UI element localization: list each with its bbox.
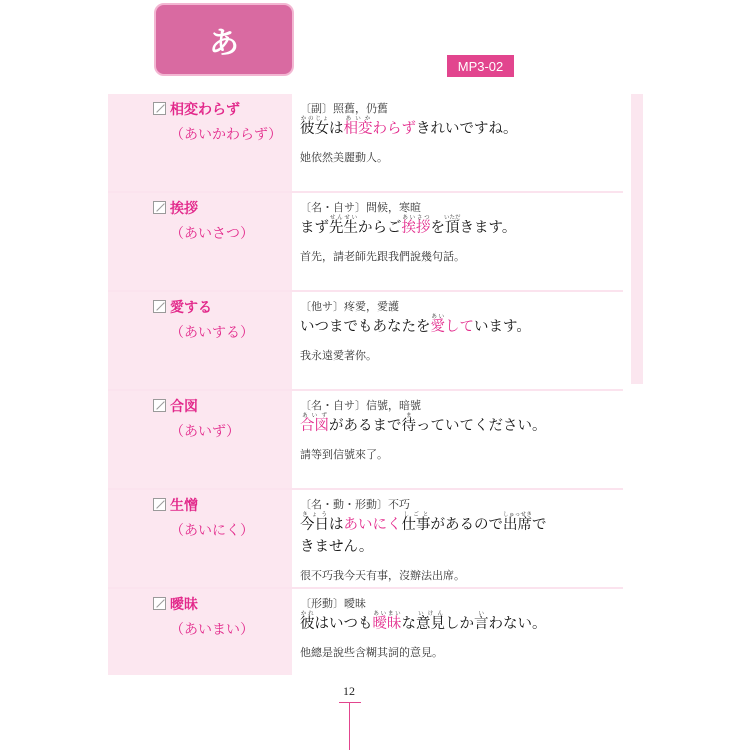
furigana: しゅっせき [503,512,532,518]
vocab-headword-panel [108,292,292,389]
translation: 首先，請老師先跟我們說幾句話。 [300,250,465,263]
sentence-segment: 先生 [329,220,358,236]
study-checkbox[interactable] [153,201,166,214]
furigana: い [474,611,489,617]
furigana: きょう [300,512,329,518]
furigana: しごと [401,512,431,518]
vocab-entry [108,292,623,391]
vocab-reading: （あいにく） [170,523,254,539]
sentence-segment: 意見 [416,616,445,632]
sentence-segment: は [329,121,344,137]
vocab-entry [108,490,623,589]
vocab-reading: （あいする） [170,325,254,341]
side-decoration-strip [631,94,643,384]
audio-track-badge[interactable]: MP3-02 [447,55,514,77]
sentence-segment: 出席 [503,517,532,533]
vocab-word: 相変わらず [170,102,240,118]
example-sentence [300,413,547,437]
sentence-segment: わない。 [488,616,547,632]
vocab-word: 生憎 [170,498,198,514]
sentence-segment: 頂 [444,220,461,236]
part-of-speech: 〔形動〕曖昧 [300,597,366,610]
ruby-word [372,611,402,632]
furigana: かれ [300,611,315,617]
vocab-headword-panel [108,94,292,191]
ruby-word [300,116,329,137]
vocab-word: 合図 [170,399,198,415]
ruby-word [343,116,373,137]
sentence-segment: はいつも [314,616,373,632]
vocab-entry [108,94,623,193]
vocab-reading: （あいず） [170,424,240,440]
sentence-segment: な [401,616,416,632]
vocab-headword-panel [108,589,292,675]
example-sentence [300,314,531,338]
vocab-detail-panel [300,490,625,587]
sentence-segment: わらず [372,121,416,137]
ruby-word [329,215,358,236]
example-sentence [300,512,555,558]
furigana: かのじょ [300,116,329,122]
vocab-detail-panel [300,94,625,191]
part-of-speech: 〔名・自サ〕問候，寒暄 [300,201,421,214]
vocab-reading: （あいまい） [170,622,254,638]
translation: 我永遠愛著你。 [300,349,377,362]
sentence-segment: があるので [430,517,503,533]
translation: 他總是說些含糊其詞的意見。 [300,646,443,659]
sentence-segment: 彼女 [300,121,329,137]
furigana: あい [430,314,445,320]
sentence-segment: 今日 [300,517,329,533]
vocab-word: 挨拶 [170,201,198,217]
vocab-detail-panel [300,391,625,488]
sentence-segment: まず [300,220,329,236]
vocab-headword-panel [108,490,292,587]
sentence-segment: して [445,319,474,335]
study-checkbox[interactable] [153,102,166,115]
ruby-word [401,215,431,236]
ruby-word [300,512,329,533]
sentence-segment: います。 [474,319,531,335]
furigana: ま [401,413,416,419]
vocab-headword-panel [108,391,292,488]
sentence-segment: があるまで [329,418,402,434]
vocab-reading: （あいかわらず） [170,127,282,143]
page-number-rule-vertical [349,702,350,750]
translation: 請等到信號來了。 [300,448,388,461]
furigana: あいず [300,413,329,419]
sentence-segment: 言 [474,616,489,632]
furigana: あいか [343,116,373,122]
study-checkbox[interactable] [153,300,166,313]
kana-section-tab [154,3,294,76]
sentence-segment: からご [358,220,402,236]
sentence-segment: 彼 [300,616,315,632]
part-of-speech: 〔名・動・形動〕不巧 [300,498,410,511]
sentence-segment: 愛 [430,319,445,335]
example-sentence [300,116,518,140]
furigana: せんせい [329,215,358,221]
study-checkbox[interactable] [153,498,166,511]
sentence-segment: しか [445,616,474,632]
ruby-word [401,512,431,533]
part-of-speech: 〔副〕照舊，仍舊 [300,102,388,115]
furigana: あいまい [372,611,402,617]
vocab-entry [108,391,623,490]
example-sentence [300,611,547,635]
ruby-word [300,611,315,632]
ruby-word [474,611,489,632]
sentence-segment: いつまでもあなたを [300,319,431,335]
vocab-word: 曖昧 [170,597,198,613]
sentence-segment: あいにく [343,517,402,533]
sentence-segment: 仕事 [401,517,431,533]
kana-section-label: あ [209,25,239,61]
vocab-detail-panel [300,193,625,290]
part-of-speech: 〔他サ〕疼愛，愛護 [300,300,399,313]
furigana: いけん [416,611,445,617]
study-checkbox[interactable] [153,597,166,610]
vocabulary-list [108,94,623,675]
page-number-rule [339,702,361,703]
part-of-speech: 〔名・自サ〕信號，暗號 [300,399,421,412]
translation: 她依然美麗動人。 [300,151,388,164]
sentence-segment: 曖昧 [372,616,402,632]
ruby-word [401,413,417,434]
ruby-word [444,215,461,236]
vocab-headword-panel [108,193,292,290]
ruby-word [416,611,445,632]
sentence-segment: 相変 [343,121,373,137]
vocab-word: 愛する [170,300,212,316]
translation: 很不巧我今天有事，沒辦法出席。 [300,569,465,582]
sentence-segment: 挨拶 [401,220,431,236]
ruby-word [503,512,532,533]
sentence-segment: 待 [401,418,416,434]
ruby-word [430,314,446,335]
furigana: あいさつ [401,215,431,221]
ruby-word [300,413,329,434]
sentence-segment: は [329,517,344,533]
vocab-reading: （あいさつ） [170,226,254,242]
study-checkbox[interactable] [153,399,166,412]
vocab-entry [108,193,623,292]
sentence-segment: できません。 [300,517,547,555]
sentence-segment: きます。 [459,220,517,236]
vocab-detail-panel [300,589,625,675]
page-number: 12 [343,684,355,698]
sentence-segment: きれいですね。 [416,121,518,137]
sentence-segment: 合図 [300,418,329,434]
sentence-segment: を [430,220,445,236]
vocab-entry [108,589,623,675]
furigana: いただ [444,215,461,221]
sentence-segment: っていてください。 [416,418,547,434]
vocab-detail-panel [300,292,625,389]
example-sentence [300,215,516,239]
